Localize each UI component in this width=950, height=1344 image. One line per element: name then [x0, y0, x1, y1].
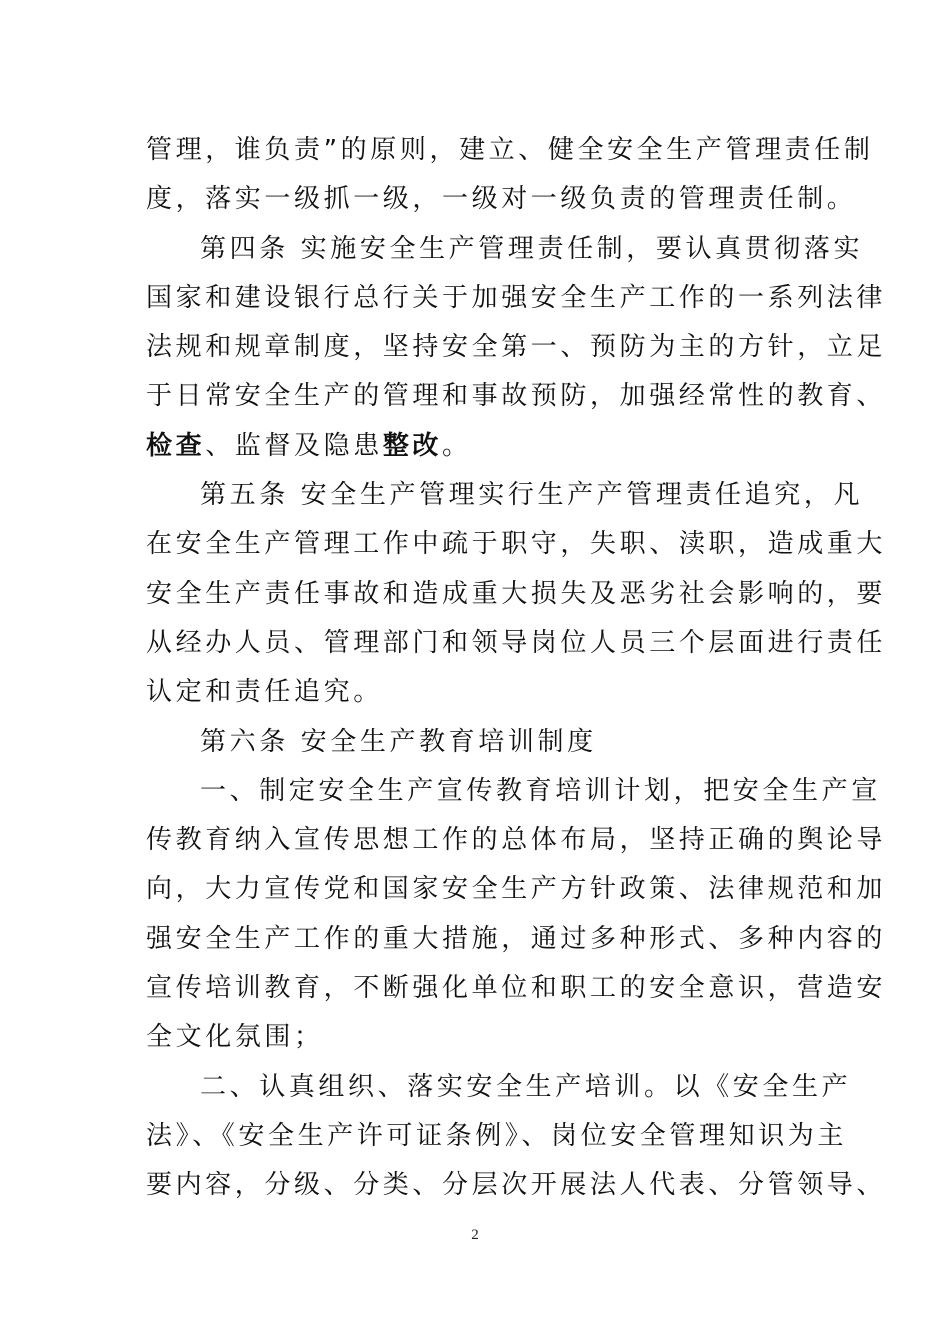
- text-line: 从经办人员、管理部门和领导岗位人员三个层面进行责任: [146, 627, 887, 658]
- text-segment: 。: [442, 430, 472, 461]
- text-line: 要内容，分级、分类、分层次开展法人代表、分管领导、: [146, 1170, 887, 1201]
- article-4-heading-line: 第四条 实施安全生产管理责任制，要认真贯彻落实: [200, 233, 864, 264]
- text-line: 一、制定安全生产宣传教育培训计划，把安全生产宣: [200, 775, 881, 806]
- text-line: 强安全生产工作的重大措施，通过多种形式、多种内容的: [146, 923, 887, 954]
- bold-rectification: 整改: [382, 430, 443, 461]
- page-number: 2: [471, 1227, 479, 1243]
- text-line: 在安全生产管理工作中疏于职守，失职、渎职，造成重大: [146, 529, 887, 560]
- text-line: 安全生产责任事故和造成重大损失及恶劣社会影响的，要: [146, 578, 887, 609]
- text-line: 宣传培训教育，不断强化单位和职工的安全意识，营造安: [146, 973, 887, 1004]
- body-text: [146, 126, 887, 1211]
- article-6-heading: 第六条 安全生产教育培训制度: [200, 726, 597, 757]
- text-segment: 、监督及隐患: [205, 430, 383, 461]
- text-line: 度，落实一级抓一级，一级对一级负责的管理责任制。: [146, 184, 857, 215]
- text-line: 认定和责任追究。: [146, 677, 383, 708]
- bold-inspection: 检查: [146, 430, 206, 461]
- article-5-heading-line: 第五条 安全生产管理实行生产产管理责任追究，凡: [200, 480, 864, 511]
- text-line: 二、认真组织、落实安全生产培训。以《安全生产: [200, 1071, 852, 1102]
- text-line: 管理，谁负责”的原则，建立、健全安全生产管理责任制: [146, 135, 874, 165]
- text-line: 向，大力宣传党和国家安全生产方针政策、法律规范和加: [146, 874, 887, 905]
- text-line: 于日常安全生产的管理和事故预防，加强经常性的教育、: [146, 381, 887, 412]
- text-line-mixed: [146, 422, 786, 471]
- text-line: 国家和建设银行总行关于加强安全生产工作的一系列法律: [146, 282, 887, 313]
- text-line: 全文化氛围；: [146, 1022, 324, 1053]
- text-line: 传教育纳入宣传思想工作的总体布局，坚持正确的舆论导: [146, 825, 887, 856]
- text-line: 法规和规章制度，坚持安全第一、预防为主的方针，立足: [146, 332, 887, 363]
- text-line: 法》、《安全生产许可证条例》、岗位安全管理知识为主: [146, 1120, 848, 1151]
